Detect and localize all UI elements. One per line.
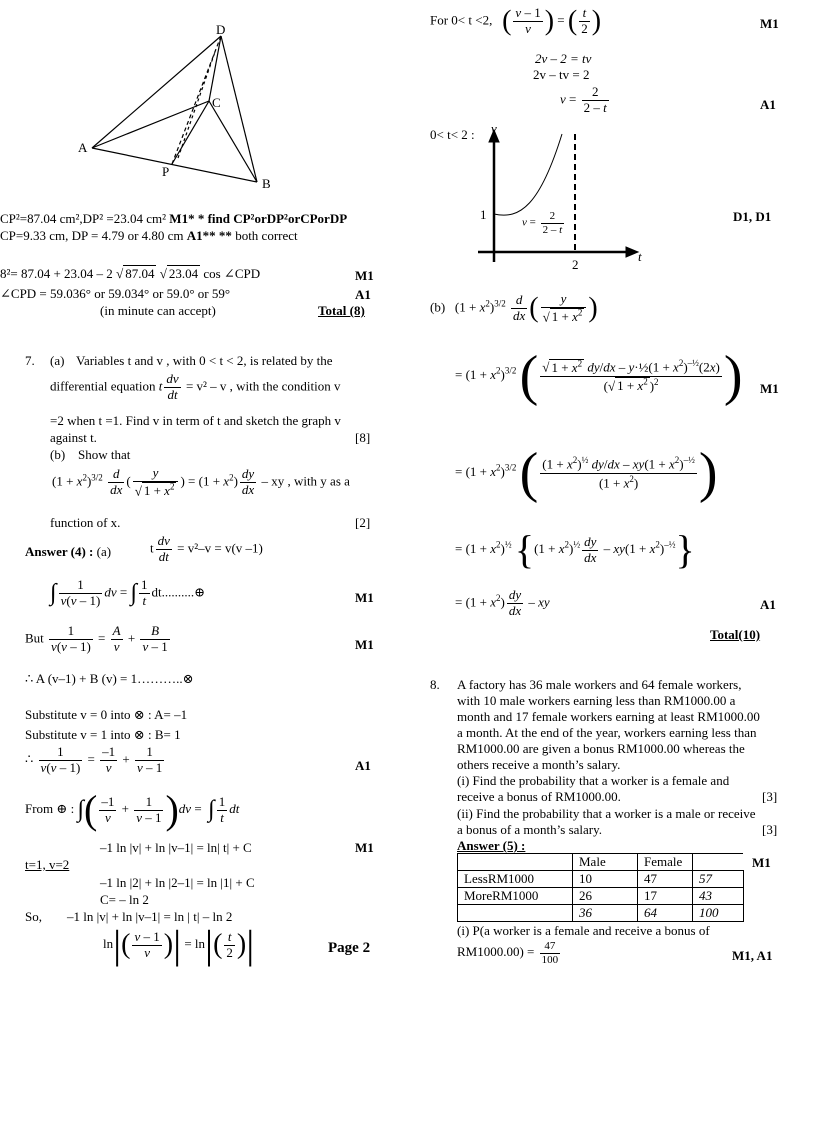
q7b-line3: function of x. [50, 515, 121, 530]
graph-range-label: 0< t< 2 : [430, 127, 475, 142]
cosine-rule-equation: 8²= 87.04 + 23.04 – 2 √ 87.04 √ 23.04 cos ∠CPD [0, 266, 261, 281]
mark-m1-table: M1 [752, 855, 771, 870]
graph-intercept-1: 1 [480, 207, 487, 222]
constant-c: C= – ln 2 [100, 892, 149, 907]
table-cell: 64 [638, 905, 693, 922]
q8-part-i-marks: [3] [762, 789, 778, 804]
mark-a1-partial: A1 [355, 758, 371, 773]
probability-line1: (i) P(a worker is a female and receive a bonus of [457, 923, 710, 938]
substitute-v1: Substitute v = 1 into ⊗ : B= 1 [25, 727, 181, 742]
q7b-equation: $(1 + x^2)^{3/2}$ $\frac{d}{dx}$ ( $\frac{y}{√ 1 + x^2}$ ) = $(1 + x^2)$ $\frac{dy}{dx}$ – xy , with y as a [52, 465, 350, 499]
ln-line-3: –1 ln |v| + ln |v–1| = ln | t| – ln 2 [67, 909, 233, 924]
q7b-line1: Show that [78, 447, 131, 462]
vertex-label-d: D [216, 22, 226, 37]
mark-m1-partial: M1 [355, 637, 374, 652]
q7a-line2: differential equation t $\frac{dv}{dt}$ = v² – v , with the condition v [50, 371, 341, 402]
table-cell: 36 [573, 905, 638, 922]
table-header-cell: Male [573, 854, 638, 871]
mark-m1-ln: M1 [355, 840, 374, 855]
eq-2v-minus-tv: 2v – tv = 2 [533, 67, 590, 82]
q8-line1: A factory has 36 male workers and 64 female workers, [457, 677, 742, 692]
ln-line-2: –1 ln |2| + ln |2–1| = ln |1| + C [100, 875, 255, 890]
graph-tick-2: 2 [572, 257, 579, 272]
mark-d1-d1: D1, D1 [733, 209, 772, 224]
q7a-marks: [8] [355, 430, 371, 445]
part-b-expression: (b) $(1 + x^2)^{3/2}$ $\frac{d}{dx}$ ( $\frac{y}{√ 1 + x^2}$ ) [430, 291, 598, 325]
v-vs-t-graph [470, 120, 660, 270]
q8-line5: RM1000.00 are given a bonus RM1000.00 whereas the [457, 741, 745, 756]
q8-line2: with 10 male workers earning less than RM1000.00 a [457, 693, 736, 708]
table-row [458, 871, 744, 888]
table-cell: 47 [638, 871, 693, 888]
mark-a1: A1 [355, 287, 371, 302]
part-b-step3: = $(1 + x^2)^{\frac{1}{2}}$ {$(1 + x^2)^{\frac{1}{2}}$ $\frac{dy}{dx}$ – $xy(1 + x^2)^{-\frac{1}{2}}$} [455, 527, 695, 572]
pyramid-figure [70, 18, 280, 193]
q7a-line1: Variables t and v , with 0 < t < 2, is related by the [76, 353, 333, 368]
q8-line4: a month. At the end of the year, workers earning less than [457, 725, 757, 740]
total-8: Total (8) [318, 303, 365, 318]
table-cell: 100 [693, 905, 744, 922]
for-range-equation: For 0< t <2, ( $\frac{v - 1}{v}$ ) = ( $\frac{t}{2}$ ) [430, 5, 602, 37]
q7a-line3: =2 when t =1. Find v in term of t and sketch the graph v [50, 413, 341, 428]
angle-cpd-line: ∠CPD = 59.036° or 59.034° or 59.0° or 59° [0, 286, 231, 301]
substitute-v0: Substitute v = 0 into ⊗ : A= –1 [25, 707, 188, 722]
table-cell: 57 [693, 871, 744, 888]
vertex-label-a: A [78, 140, 88, 155]
vertex-label-p: P [162, 164, 170, 179]
table-header-row [458, 854, 744, 871]
table-cell: MoreRM1000 [458, 888, 573, 905]
part-b-step4: = $(1 + x^2)$ $\frac{dy}{dx}$ – xy [455, 587, 550, 618]
part-b-step2: = $(1 + x^2)^{3/2}$ ( $\frac{(1 + x^2)^{\frac{1}{2}} dy/dx - xy(1 + x^2)^{-\frac{1}{2}}}{(1 + x^2)}$ ) [455, 442, 718, 504]
q7b-label: (b) [50, 447, 66, 462]
mark-m1-top: M1 [760, 16, 779, 31]
q8-line3: month and 17 female workers earning at least RM1000.00 [457, 709, 760, 724]
vertex-label-b: B [262, 176, 271, 191]
q7a-label: (a) [50, 353, 65, 368]
partial-fraction-result: ∴ $\frac{1}{v(v - 1)}$ = $\frac{-1}{v}$ + $\frac{1}{v - 1}$ [25, 744, 163, 775]
table-cell: 26 [573, 888, 638, 905]
table-cell: LessRM1000 [458, 871, 573, 888]
partial-fraction-equation: But $\frac{1}{v(v - 1)}$ = $\frac{A}{v}$ + $\frac{B}{v - 1}$ [25, 623, 168, 654]
q8-part-i-2: receive a bonus of RM1000.00. [457, 789, 621, 804]
q8-line6: others receive a month’s salary. [457, 757, 621, 772]
mark-m1-b: M1 [760, 381, 779, 396]
q8-part-ii-marks: [3] [762, 822, 778, 837]
mark-m1: M1 [355, 268, 374, 283]
ln-abs-equation: ln|( $\frac{v - 1}{v}$ )| = ln|( $\frac{t}{2}$ )| [103, 922, 255, 967]
initial-condition: t=1, v=2 [25, 857, 70, 872]
vertex-label-c: C [212, 95, 221, 110]
table-cell: 17 [638, 888, 693, 905]
v-result-equation: v = $\frac{2}{2 - t}$ [560, 84, 607, 115]
eq-2v-minus-2: 2v – 2 = tv [535, 51, 592, 66]
graph-v-axis-label: v [491, 121, 497, 136]
mark-m1-integral: M1 [355, 590, 374, 605]
part-b-step1: = $(1 + x^2)^{3/2}$ ( $\frac{√ 1 + x^2 dy/dx - y\cdot\frac{1}{2}(1 + x^2)^{-\frac{1}{2}}(2x)}{(√ 1 + x^2 )^2}$ ) [455, 345, 743, 407]
table-header-cell: Female [638, 854, 693, 871]
table-cell [458, 905, 573, 922]
graph-t-axis-label: t [638, 249, 642, 264]
total-10: Total(10) [710, 627, 761, 642]
q7a-line4: against t. [50, 430, 97, 445]
table-row [458, 888, 744, 905]
workers-table [457, 853, 744, 922]
integral-equation: ∫ $\frac{1}{v(v - 1)}$ dv = ∫ $\frac{1}{t}$ dt..........⊕ [50, 577, 206, 608]
table-header-cell [693, 854, 744, 871]
answer4-heading: Answer (4) : (a) [25, 544, 112, 559]
q8-number: 8. [430, 677, 440, 692]
answer4-eq1: t $\frac{dv}{dt}$ = v²–v = v(v –1) [150, 533, 263, 564]
probability-line2: RM1000.00) = $\frac{47}{100}$ [457, 940, 559, 966]
so-label: So, [25, 909, 42, 924]
cp-dp-squared-line: CP²=87.04 cm²,DP² =23.04 cm² M1* * find CP²orDP²orCPorDP [0, 211, 348, 226]
q7b-marks: [2] [355, 515, 371, 530]
mark-a1-b: A1 [760, 597, 776, 612]
table-header-cell [458, 854, 573, 871]
from-integral-line: From ⊕ : ∫( $\frac{-1}{v}$ + $\frac{1}{v - 1}$ )dv = ∫ $\frac{1}{t}$ dt [25, 787, 240, 832]
minute-note: (in minute can accept) [100, 303, 216, 318]
graph-curve-label: v = $\frac{2}{2 - t}$ [522, 210, 563, 236]
therefore-line: ∴ A (v–1) + B (v) = 1………..⊗ [25, 671, 194, 686]
answer5-heading: Answer (5) : [457, 838, 526, 853]
table-row [458, 905, 744, 922]
cp-dp-values-line: CP=9.33 cm, DP = 4.79 or 4.80 cm A1** ** both correct [0, 228, 298, 243]
table-cell: 43 [693, 888, 744, 905]
q8-part-ii-2: a bonus of a month’s salary. [457, 822, 603, 837]
page-number: Page 2 [328, 940, 371, 956]
mark-a1-top: A1 [760, 97, 776, 112]
q8-part-ii: (ii) Find the probability that a worker is a male or receive [457, 806, 756, 821]
mark-m1-a1-prob: M1, A1 [732, 948, 773, 963]
ln-line-1: –1 ln |v| + ln |v–1| = ln| t| + C [100, 840, 252, 855]
table-cell: 10 [573, 871, 638, 888]
q8-part-i: (i) Find the probability that a worker is a female and [457, 773, 730, 788]
q7-number: 7. [25, 353, 35, 368]
